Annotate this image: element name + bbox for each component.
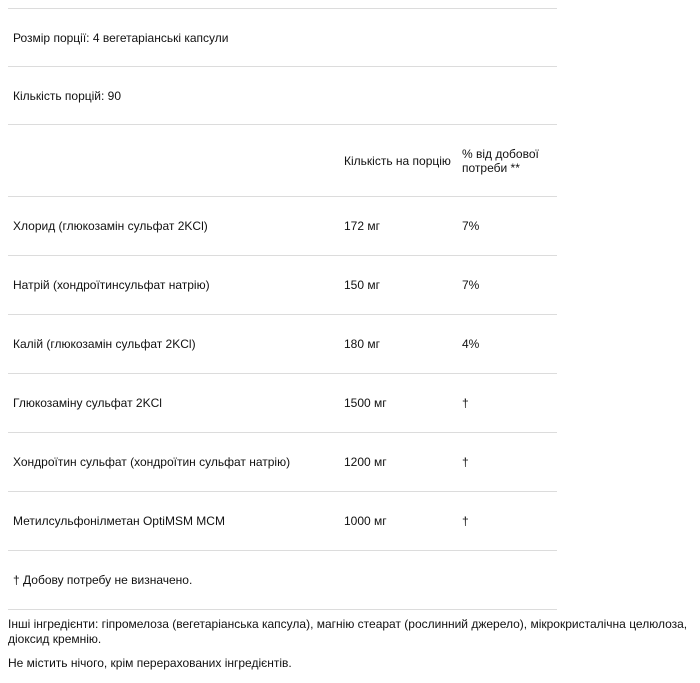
- serving-count-row: [8, 67, 557, 125]
- nutrient-name: Хлорид (глюкозамін сульфат 2KCl): [13, 219, 208, 233]
- nutrient-daily-value: †: [462, 455, 469, 469]
- nutrient-amount: 172 мг: [344, 219, 380, 233]
- table-row: [8, 197, 557, 256]
- other-ingredients: Інші інгредієнти: гіпромелоза (вегетаріанська капсула), магнію стеарат (рослинний джерело), мікрокристалічна целюлоза, діоксид кремнію.: [8, 617, 688, 646]
- nutrient-daily-value: †: [462, 514, 469, 528]
- amount-header: Кількість на порцію: [344, 153, 451, 168]
- table-row: [8, 433, 557, 492]
- table-row: [8, 374, 557, 433]
- nutrient-amount: 1200 мг: [344, 455, 387, 469]
- table-row: [8, 315, 557, 374]
- table-row: [8, 256, 557, 315]
- table-header-row: [8, 125, 557, 197]
- nutrient-amount: 1000 мг: [344, 514, 387, 528]
- nutrient-amount: 1500 мг: [344, 396, 387, 410]
- nutrient-name: Глюкозаміну сульфат 2KCl: [13, 396, 162, 410]
- nutrient-name: Хондроїтин сульфат (хондроїтин сульфат натрію): [13, 455, 291, 469]
- nutrient-name: Метилсульфонілметан OptiMSM MCM: [13, 514, 225, 528]
- nutrient-daily-value: 7%: [462, 219, 480, 233]
- serving-count: Кількість порцій: 90: [13, 88, 122, 103]
- nutrient-amount: 180 мг: [344, 337, 380, 351]
- serving-size-row: [8, 8, 557, 67]
- nutrient-daily-value: 4%: [462, 337, 480, 351]
- ingredients-section: [8, 617, 696, 680]
- daily-value-header: % від добової потреби **: [462, 146, 539, 175]
- nutrient-daily-value: †: [462, 396, 469, 410]
- nutrient-name: Калій (глюкозамін сульфат 2KCl): [13, 337, 196, 351]
- table-row: [8, 492, 557, 551]
- nutrient-name: Натрій (хондроїтинсульфат натрію): [13, 278, 210, 292]
- ingredients-note: Не містить нічого, крім перерахованих інгредієнтів.: [8, 656, 292, 670]
- table-footnote: † Добову потребу не визначено.: [13, 573, 193, 587]
- nutrient-amount: 150 мг: [344, 278, 380, 292]
- footnote-row: [8, 551, 557, 610]
- serving-size: Розмір порції: 4 вегетаріанські капсули: [13, 30, 229, 45]
- nutrient-daily-value: 7%: [462, 278, 480, 292]
- supplement-facts-table: [8, 8, 557, 610]
